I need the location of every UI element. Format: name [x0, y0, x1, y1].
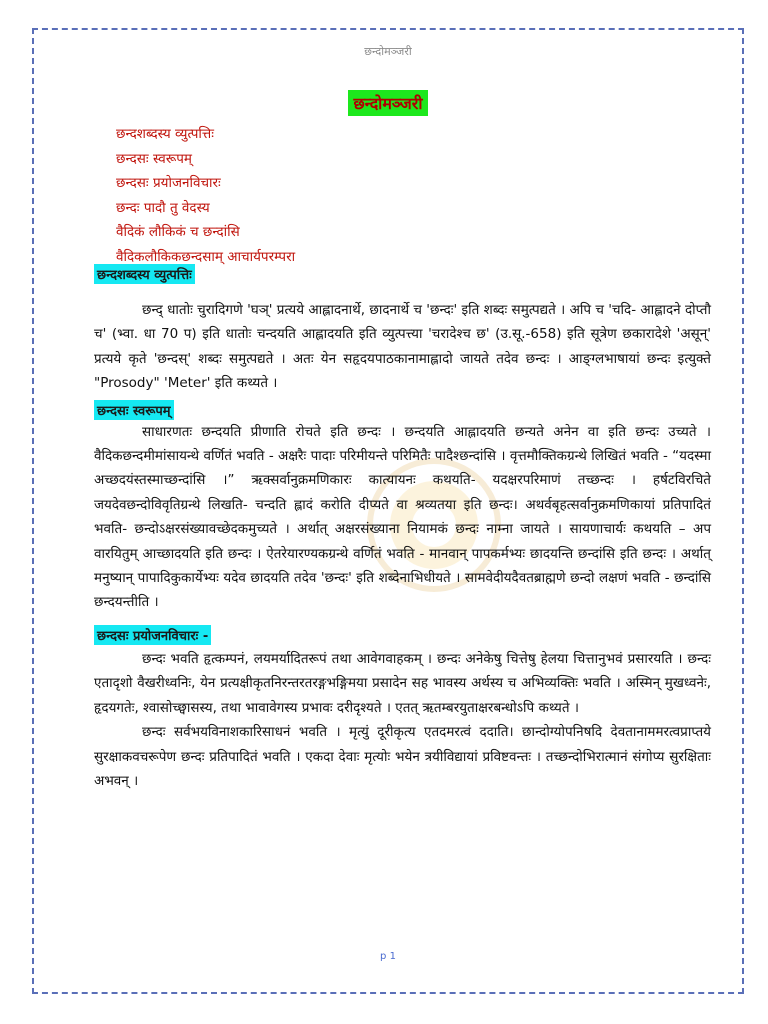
toc-item: वैदिकं लौकिकं च छन्दांसि	[116, 224, 240, 240]
paragraph-purpose-1: छन्दः भवति हृत्कम्पनं, लयमर्यादितरूपं तथा आवेगवाहकम् । छन्दः अनेकेषु चित्तेषु हेलया चित्तानुभवं प्रसारयति । छन्दः एतादृशो वैखरीध्वनिः, येन प्रत्यक्षीकृतनिरन्तरतरङ्गभङ्गिमया प्रसादेन सह भावस्य अर्थस्य च अभिव्यक्तिः भवति । अस्मिन् मुखध्वनेः, हृदयगतेः, श्वासोच्छ्वासस्य, तथा भावावेगस्य प्रभावः दरीदृश्यते । एतत् ऋतम्बरयुताक्षरबन्धोऽपि कथ्यते ।	[94, 650, 711, 716]
section-heading-purpose: छन्दसः प्रयोजनविचारः -	[94, 625, 211, 645]
table-of-contents	[116, 122, 295, 269]
toc-item: छन्दशब्दस्य व्युत्पत्तिः	[116, 126, 214, 142]
toc-item: वैदिकलौकिकछन्दसाम् आचार्यपरम्परा	[116, 248, 296, 265]
page-number: p 1	[380, 951, 396, 962]
document-title: छन्दोमञ्जरी	[348, 90, 429, 116]
page-frame	[32, 28, 744, 994]
title-wrap	[34, 90, 742, 116]
main-content	[94, 264, 711, 793]
paragraph-purpose-2: छन्दः सर्वभयविनाशकारिसाधनं भवति । मृत्युं दूरीकृत्य एतदमरत्वं ददाति। छान्दोग्योपनिषदि देवतानाममरत्वप्राप्तये सुरक्षाकवचरूपेण छन्दः प्रतिपादितं भवति । एकदा देवाः मृत्योः भयेन त्रयीविद्यायां प्रविष्टवन्तः । तच्छन्दोभिरात्मानं संगोप्य सुरक्षिताः अभवन् ।	[94, 724, 711, 789]
running-header: छन्दोमञ्जरी	[364, 45, 412, 58]
paragraph-etymology: छन्द् धातोः चुरादिगणे 'घञ्' प्रत्यये आह्लादनार्थे, छादनार्थे च 'छन्दः' इति शब्दः समुत्पद्यते । अपि च 'चदि- आह्लादने दोप्तौ च' (भ्वा. धा 70 प) इति धातोः चन्दयति आह्लादयति इति व्युत्पत्त्या 'चरादेश्च छ' (उ.सू.-658) इति सूत्रेण छकारादेशे 'असून्' प्रत्यये कृते 'छन्दस्' शब्दः समुत्पद्यते । अतः येन सहृदयपाठकानामाह्लादो जायते तदेव छन्दः । आङ्ग्लभाषायां छन्दः इत्युक्ते "Prosody" 'Meter' इति कथ्यते ।	[94, 302, 711, 392]
toc-item: छन्दः पादौ तु वेदस्य	[116, 199, 210, 216]
toc-item: छन्दसः प्रयोजनविचारः	[116, 175, 221, 191]
section-heading-etymology: छन्दशब्दस्य व्युत्पत्तिः	[94, 264, 195, 284]
toc-item: छन्दसः स्वरूपम्	[116, 150, 192, 167]
paragraph-nature: साधारणतः छन्दयति प्रीणाति रोचते इति छन्दः । छन्दयति आह्लादयति छन्यते अनेन वा इति छन्दः उच्यते । वैदिकछन्दमीमांसायन्थे वर्णितं भवति - अक्षरैः पादाः परिमीयन्ते परिमितैः पादैश्छन्दांसि । वृत्तमौक्तिकग्रन्थे लिखितं भवति - “यदस्मा अच्छदयंस्तस्माच्छन्दांसि ।” ऋक्सर्वानुक्रमणिकारः कात्यायनः कथयति- यदक्षरपरिमाणं तच्छन्दः । हर्षटविरचिते जयदेवछन्दोविवृतिग्रन्थे लिखति- चन्दति ह्लादं करोति दीप्यते वा श्रव्यतया इति छन्दः। अथर्वबृहत्सर्वानुक्रमणिकायां प्रतिपादितं भवति- छन्दोऽक्षरसंख्यावच्छेदकमुच्यते । अर्थात् अक्षरसंख्याना नियामकं छन्दः नाम्ना जायते । सायणाचार्यः कथयति – अप वारयितुम् आच्छादयति इति छन्दः । ऐतरेयारण्यकग्रन्थे वर्णितं भवति - मानवान् पापकर्मभ्यः छादयन्ति छन्दांसि इति छन्दः । अर्थात् मनुष्यान् पापादिकुकार्येभ्यः यदेव छादयति तदेव 'छन्दः' इति शब्देनाभिधीयते । सामवेदीयदैवतब्राह्मणे छन्दो लक्षणं भवति - छन्दांसि छन्दयन्तीति ।	[94, 423, 711, 611]
section-heading-nature: छन्दसः स्वरूपम्	[94, 400, 174, 420]
